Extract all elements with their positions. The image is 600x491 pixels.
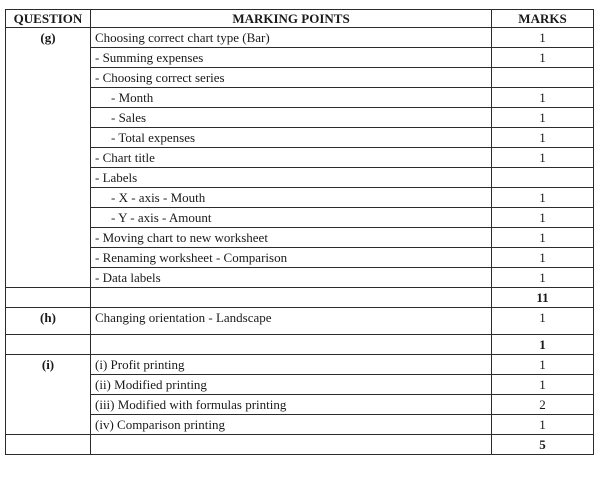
mark-value: 1 [492,308,594,335]
question-cell [6,88,91,108]
total-row-blank [91,435,492,455]
mark-value: 1 [492,355,594,375]
marking-point: - Data labels [91,268,492,288]
table-row [6,415,594,435]
question-cell [6,228,91,248]
section-total: 1 [492,335,594,355]
total-row-blank [6,335,91,355]
marking-point: - Choosing correct series [91,68,492,88]
question-label: (i) [6,355,91,375]
table-row [6,395,594,415]
question-cell [6,415,91,435]
question-cell [6,188,91,208]
marking-point: - Total expenses [91,128,492,148]
marking-scheme [5,9,593,455]
marking-scheme-table [5,9,594,455]
table-row [6,208,594,228]
mark-value: 2 [492,395,594,415]
marking-point: Changing orientation - Landscape [91,308,492,335]
question-cell [6,108,91,128]
marking-point: - Y - axis - Amount [91,208,492,228]
table-row [6,268,594,288]
mark-value: 1 [492,268,594,288]
mark-value: 1 [492,375,594,395]
total-row [6,435,594,455]
header-row [6,10,594,28]
question-cell [6,168,91,188]
mark-value: 1 [492,208,594,228]
marking-point: - Month [91,88,492,108]
mark-value: 1 [492,148,594,168]
total-row-blank [91,288,492,308]
question-cell [6,148,91,168]
marking-point: (i) Profit printing [91,355,492,375]
marking-point: - Chart title [91,148,492,168]
table-row [6,168,594,188]
table-row [6,68,594,88]
total-row-blank [6,288,91,308]
mark-value: 1 [492,88,594,108]
mark-value: 1 [492,128,594,148]
section-total: 11 [492,288,594,308]
question-label: (h) [6,308,91,335]
question-cell [6,268,91,288]
table-row [6,355,594,375]
table-row [6,188,594,208]
marking-point: - Sales [91,108,492,128]
table-row [6,128,594,148]
header-question: QUESTION [6,10,91,28]
marking-point: (ii) Modified printing [91,375,492,395]
table-row [6,248,594,268]
mark-value: 1 [492,28,594,48]
total-row [6,335,594,355]
question-cell [6,208,91,228]
marking-point: - Labels [91,168,492,188]
table-row [6,375,594,395]
mark-value [492,168,594,188]
question-cell [6,248,91,268]
total-row [6,288,594,308]
section-total: 5 [492,435,594,455]
mark-value: 1 [492,415,594,435]
table-row [6,228,594,248]
mark-value [492,68,594,88]
mark-value: 1 [492,248,594,268]
marking-point: - Summing expenses [91,48,492,68]
marking-point: - Renaming worksheet - Comparison [91,248,492,268]
question-label: (g) [6,28,91,48]
table-body [6,28,594,455]
mark-value: 1 [492,188,594,208]
marking-point: - X - axis - Mouth [91,188,492,208]
marking-point: (iv) Comparison printing [91,415,492,435]
question-cell [6,68,91,88]
table-row [6,88,594,108]
table-row [6,108,594,128]
table-row [6,48,594,68]
question-cell [6,48,91,68]
question-cell [6,375,91,395]
total-row-blank [91,335,492,355]
question-cell [6,395,91,415]
header-marking-points: MARKING POINTS [91,10,492,28]
mark-value: 1 [492,48,594,68]
marking-point: Choosing correct chart type (Bar) [91,28,492,48]
mark-value: 1 [492,228,594,248]
marking-point: (iii) Modified with formulas printing [91,395,492,415]
mark-value: 1 [492,108,594,128]
table-row [6,148,594,168]
header-marks: MARKS [492,10,594,28]
question-cell [6,128,91,148]
table-row [6,308,594,335]
marking-point: - Moving chart to new worksheet [91,228,492,248]
total-row-blank [6,435,91,455]
table-row [6,28,594,48]
